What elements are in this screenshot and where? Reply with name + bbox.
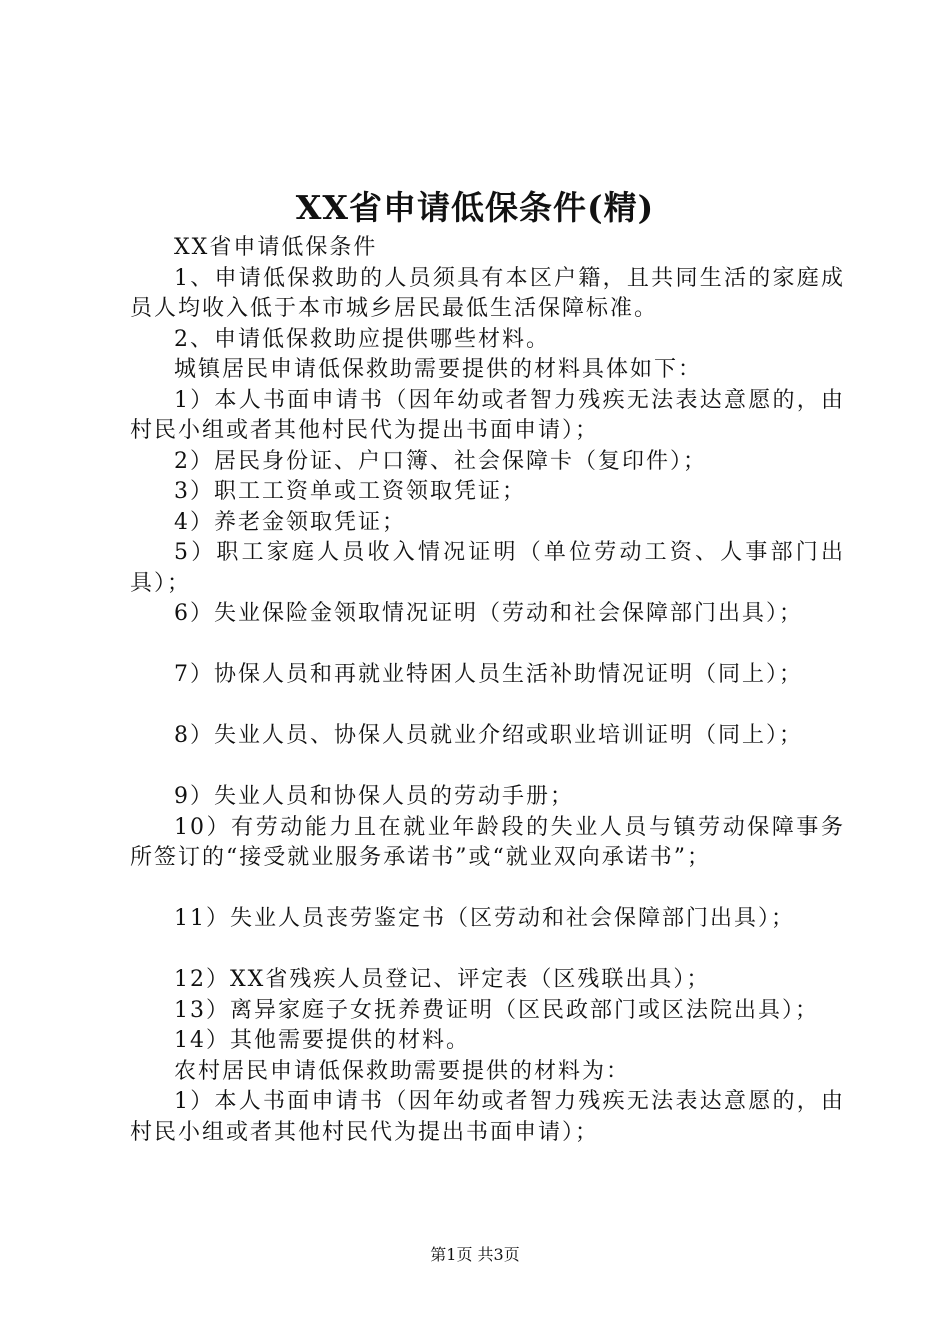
page-footer: 第1页 共3页 (430, 1245, 520, 1264)
list-item-urban-2: 2）居民身份证、户口簿、社会保障卡（复印件）； (174, 448, 707, 474)
paragraph-condition-1: 1、申请低保救助的人员须具有本区户籍，且共同生活的家庭成员人均收入低于本市城乡居民最低生活保障标准。 (130, 265, 845, 321)
list-item-urban-14: 14）其他需要提供的材料。 (174, 1028, 470, 1053)
list-item-urban-6: 6）失业保险金领取情况证明（劳动和社会保障部门出具）； (174, 601, 803, 626)
paragraph-subtitle: XX省申请低保条件 (174, 235, 378, 260)
list-item-urban-11: 11）失业人员丧劳鉴定书（区劳动和社会保障部门出具）； (174, 906, 795, 931)
list-item-urban-13: 13）离异家庭子女抚养费证明（区民政部门或区法院出具）； (174, 997, 819, 1023)
document-title: XX省申请低保条件(精) (295, 188, 655, 227)
document-body (130, 233, 845, 1148)
list-item-urban-1: 1）本人书面申请书（因年幼或者智力残疾无法表达意愿的，由村民小组或者其他村民代为提出书面申请）； (130, 387, 845, 443)
list-item-urban-5: 5）职工家庭人员收入情况证明（单位劳动工资、人事部门出具）； (130, 540, 845, 596)
list-item-urban-9: 9）失业人员和协保人员的劳动手册； (174, 784, 574, 809)
paragraph-condition-2: 2、申请低保救助应提供哪些材料。 (174, 326, 550, 352)
paragraph-rural-intro: 农村居民申请低保救助需要提供的材料为： (174, 1058, 631, 1084)
list-item-urban-4: 4）养老金领取凭证； (174, 509, 406, 535)
list-item-urban-8: 8）失业人员、协保人员就业介绍或职业培训证明（同上）； (174, 723, 803, 748)
list-item-urban-7: 7）协保人员和再就业特困人员生活补助情况证明（同上）； (174, 662, 803, 687)
list-item-rural-1: 1）本人书面申请书（因年幼或者智力残疾无法表达意愿的，由村民小组或者其他村民代为提出书面申请）； (130, 1089, 845, 1145)
list-item-urban-10: 10）有劳动能力且在就业年龄段的失业人员与镇劳动保障事务所签订的“接受就业服务承诺书”或“就业双向承诺书”； (130, 814, 845, 870)
list-item-urban-3: 3）职工工资单或工资领取凭证； (174, 479, 526, 504)
list-item-urban-12: 12）XX省残疾人员登记、评定表（区残联出具）； (174, 967, 711, 992)
paragraph-urban-intro: 城镇居民申请低保救助需要提供的材料具体如下： (174, 357, 703, 382)
